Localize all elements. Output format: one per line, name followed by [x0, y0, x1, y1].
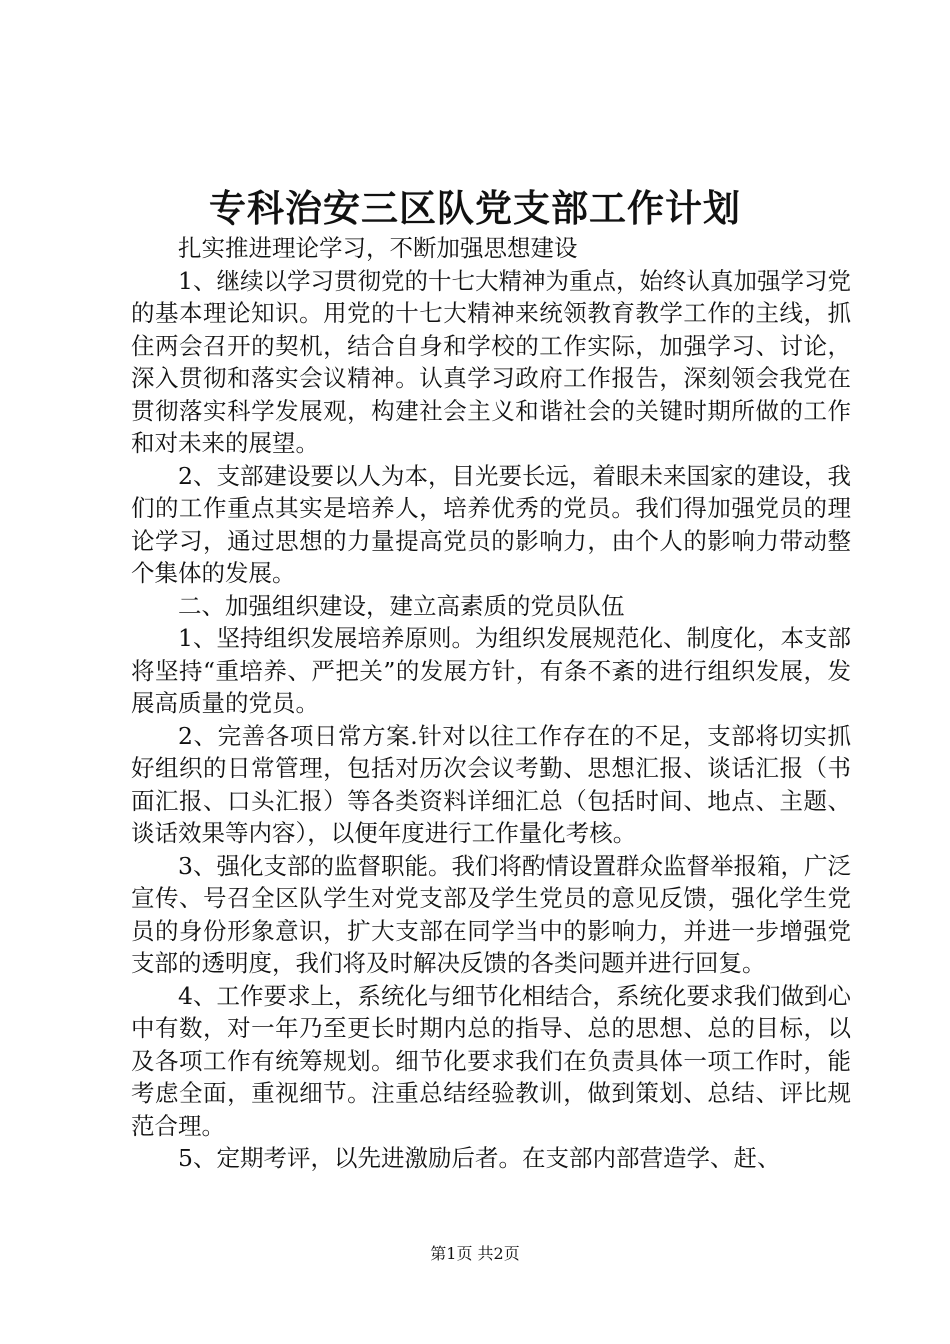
document-title: 专科治安三区队党支部工作计划: [209, 186, 741, 230]
paragraph: 1、坚持组织发展培养原则。为组织发展规范化、制度化，本支部将坚持“重培养、严把关”的发展方针，有条不紊的进行组织发展，发展高质量的党员。: [131, 624, 851, 717]
document-body: [131, 232, 851, 1175]
page-number: 第1页 共2页: [430, 1244, 520, 1263]
paragraph: 2、支部建设要以人为本，目光要长远，着眼未来国家的建设，我们的工作重点其实是培养人，培养优秀的党员。我们得加强党员的理论学习，通过思想的力量提高党员的影响力，由个人的影响力带动整个集体的发展。: [131, 461, 851, 587]
paragraph: 4、工作要求上，系统化与细节化相结合，系统化要求我们做到心中有数，对一年乃至更长时期内总的指导、总的思想、总的目标，以及各项工作有统筹规划。细节化要求我们在负责具体一项工作时，能考虑全面，重视细节。注重总结经验教训，做到策划、总结、评比规范合理。: [131, 981, 851, 1140]
paragraph: 2、完善各项日常方案.针对以往工作存在的不足，支部将切实抓好组织的日常管理，包括对历次会议考勤、思想汇报、谈话汇报（书面汇报、口头汇报）等各类资料详细汇总（包括时间、地点、主题、谈话效果等内容），以便年度进行工作量化考核。: [131, 721, 851, 847]
paragraph: 扎实推进理论学习，不断加强思想建设: [178, 234, 578, 262]
paragraph: 3、强化支部的监督职能。我们将酌情设置群众监督举报箱，广泛宣传、号召全区队学生对党支部及学生党员的意见反馈，强化学生党员的身份形象意识，扩大支部在同学当中的影响力，并进一步增强党支部的透明度，我们将及时解决反馈的各类问题并进行回复。: [131, 851, 851, 977]
paragraph: 二、加强组织建设，建立高素质的党员队伍: [178, 591, 625, 620]
paragraph: 5、定期考评，以先进激励后者。在支部内部营造学、赶、: [178, 1144, 781, 1172]
paragraph: 1、继续以学习贯彻党的十七大精神为重点，始终认真加强学习党的基本理论知识。用党的十七大精神来统领教育教学工作的主线，抓住两会召开的契机，结合自身和学校的工作实际，加强学习、讨论，深入贯彻和落实会议精神。认真学习政府工作报告，深刻领会我党在贯彻落实科学发展观，构建社会主义和谐社会的关键时期所做的工作和对未来的展望。: [131, 266, 851, 457]
